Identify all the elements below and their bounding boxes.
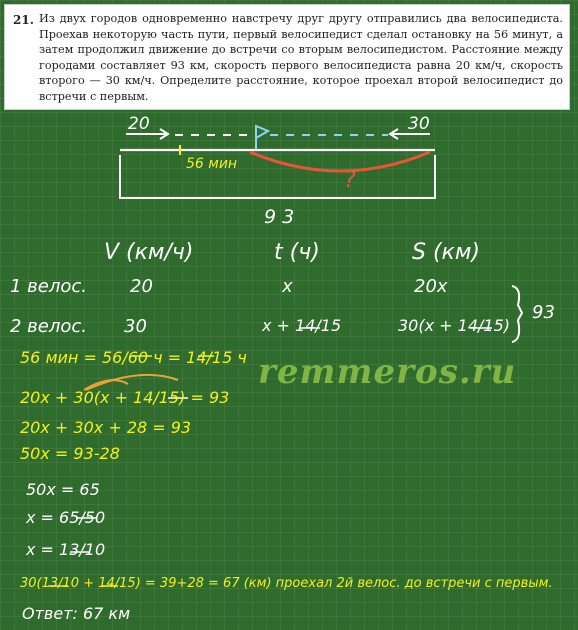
solution-line-2: 20x + 30(x + 14/15) = 93	[20, 388, 230, 407]
watermark: remmeros.ru	[258, 352, 517, 392]
stop-label: 56 мин	[186, 156, 238, 172]
unknown-mark: ?	[344, 168, 356, 193]
solution-line-5: 50x = 65	[26, 480, 100, 499]
row1-distance: 20x	[414, 276, 448, 297]
sum-total: 93	[532, 302, 555, 323]
problem-number: 21.	[13, 13, 34, 27]
row2-time: x + 14/15	[262, 316, 342, 335]
problem-text: Из двух городов одновременно навстречу друг другу отправились два велосипедиста. Проехав некоторую часть пути, первый велосипедист сделал остановку на 56 минут, а затем продолжил движение до встречи со вторым велосипедистом. Расстояние между городами составляет 93 км, скорость первого велосипедиста равна 20 км/ч, скорость второго — 30 км/ч. Определите расстояние, которое проехал второй велосипедист до встречи с первым.	[39, 12, 563, 103]
header-time: t (ч)	[274, 240, 320, 265]
row2-distance: 30(x + 14/15)	[398, 316, 510, 335]
row1-label: 1 велос.	[10, 276, 87, 297]
solution-line-1: 56 мин = 56/60 ч = 14/15 ч	[20, 348, 247, 367]
solution-line-6: x = 65/50	[26, 508, 106, 527]
solution-line-4: 50x = 93-28	[20, 444, 120, 463]
speed-left-label: 20	[128, 114, 150, 134]
row1-time: x	[282, 276, 293, 297]
header-distance: S (км)	[412, 240, 481, 265]
row2-speed: 30	[124, 316, 147, 337]
solution-line-3: 20x + 30x + 28 = 93	[20, 418, 192, 437]
speed-right-label: 30	[408, 114, 430, 134]
row2-label: 2 велос.	[10, 316, 87, 337]
answer: Ответ: 67 км	[22, 604, 131, 623]
row1-speed: 20	[130, 276, 153, 297]
header-speed: V (км/ч)	[104, 240, 194, 265]
solution-line-8: 30(13/10 + 14/15) = 39+28 = 67 (км) проехал 2й велос. до встречи с первым.	[20, 576, 553, 591]
total-distance: 9 3	[264, 206, 295, 228]
solution-line-7: x = 13/10	[26, 540, 106, 559]
